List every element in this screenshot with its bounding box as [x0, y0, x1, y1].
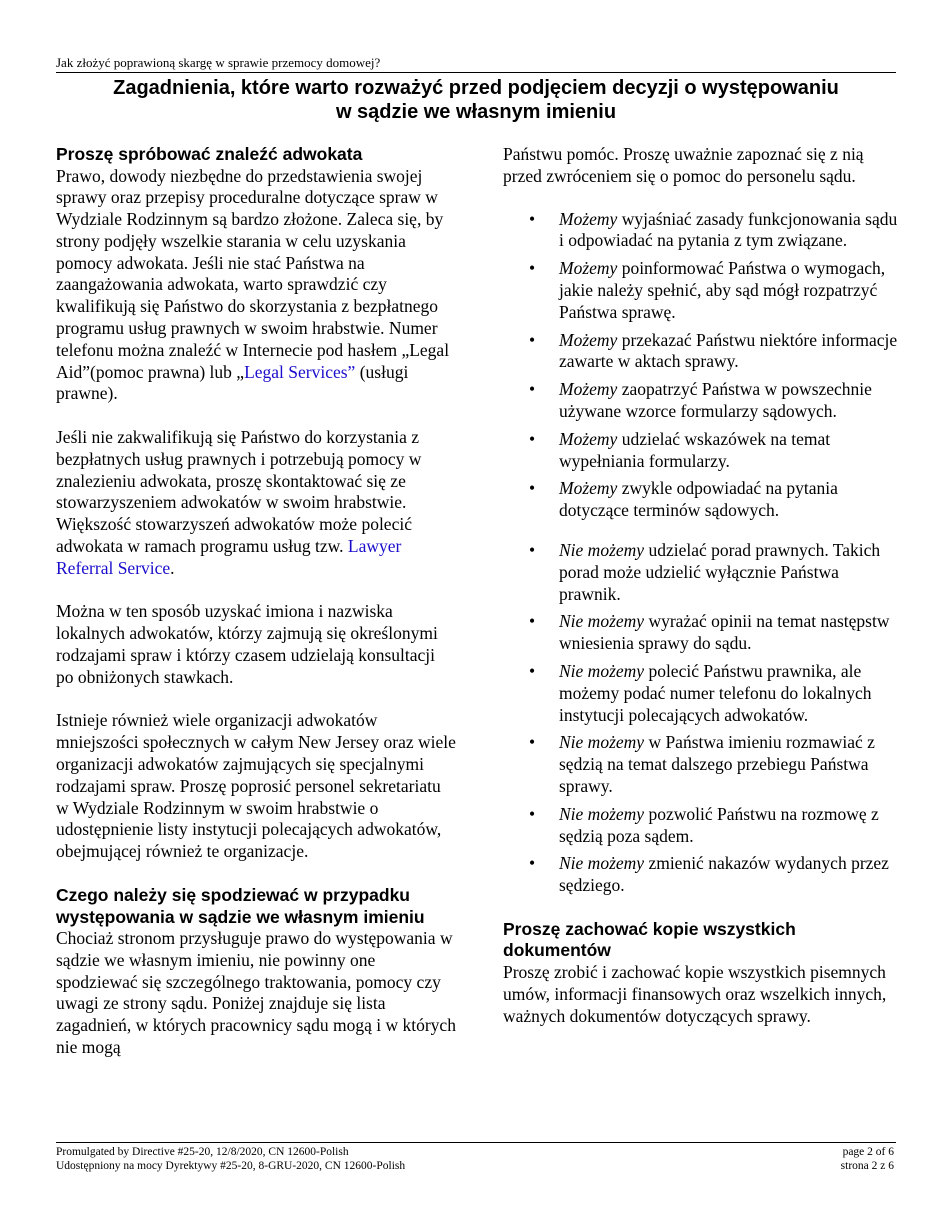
list-item-lead: Możemy	[559, 379, 618, 400]
list-item-lead: Możemy	[559, 258, 618, 279]
list-item	[529, 539, 898, 605]
lawyer-referral-link[interactable]: Lawyer Referral Service	[56, 536, 402, 578]
footer-directive-en: Promulgated by Directive #25-20, 12/8/2020, CN 12600-Polish	[56, 1146, 349, 1158]
list-item	[529, 611, 898, 655]
bullet-icon: •	[529, 428, 536, 449]
list-item-text: poinformować Państwa o wymogach, jakie należy spełnić, aby sąd mógł rozpatrzyć Państwa sprawę.	[559, 258, 886, 322]
footer-directive-pl: Udostępniony na mocy Dyrektywy #25-20, 8-GRU-2020, CN 12600-Polish	[56, 1159, 406, 1172]
paragraph-bar-association-tail: .	[170, 557, 175, 578]
can-list	[503, 209, 898, 522]
list-item-lead: Możemy	[559, 428, 618, 449]
paragraph-minority-organizations: Istnieje również wiele organizacji adwokatów mniejszości społecznych w całym New Jersey oraz wiele organizacji adwokatów zajmujących się specjalnymi rodzajami spraw. Proszę poprosić personel sekretariatu w Wydziale Rodzinnym w swoim hrabstwie o udostępnienie listy instytucji polecających adwokatów, obejmującej również te organizacje.	[56, 710, 456, 862]
bullet-icon: •	[529, 379, 536, 400]
bullet-icon: •	[529, 803, 536, 824]
paragraph-legal-aid-tail: (usługi prawne).	[56, 361, 409, 404]
footer-page-en: page 2 of 6	[842, 1146, 894, 1158]
right-column	[503, 144, 898, 1027]
page-title	[56, 76, 896, 124]
list-item	[529, 258, 898, 323]
bullet-icon: •	[529, 478, 536, 499]
paragraph-continued: Państwu pomóc. Proszę uważnie zapoznać się z nią przed zwróceniem się o pomoc do personelu sądu.	[503, 144, 864, 186]
bullet-icon: •	[529, 539, 536, 560]
footer-rule	[56, 1142, 896, 1143]
left-column	[56, 144, 456, 1059]
list-item-text: udzielać porad prawnych. Takich porad może udzielić wyłącznie Państwa prawnik.	[559, 539, 881, 604]
list-item-text: udzielać wskazówek na temat wypełniania formularzy.	[559, 428, 831, 471]
list-item-lead: Możemy	[559, 478, 618, 499]
list-item-lead: Możemy	[559, 329, 618, 350]
running-header: Jak złożyć poprawioną skargę w sprawie przemocy domowej?	[56, 55, 381, 70]
paragraph-bar-association	[56, 427, 456, 580]
paragraph-bar-association-text: Jeśli nie zakwalifikują się Państwo do korzystania z bezpłatnych usług prawnych i potrzebują pomocy w znalezieniu adwokata, proszę skontaktować się ze stowarzyszeniem adwokatów w swoim hrabstwie. Większość stowarzyszeń adwokatów może polecić adwokata w ramach programu usług tzw.	[56, 427, 422, 557]
list-item	[529, 379, 898, 423]
paragraph-local-lawyers: Można w ten sposób uzyskać imiona i nazwiska lokalnych adwokatów, którzy zajmują się określonymi rodzajami spraw i którzy czasem udzielają konsultacji po obniżonych stawkach.	[56, 601, 438, 687]
list-item-lead: Możemy	[559, 208, 618, 229]
cannot-list	[503, 540, 898, 897]
list-item-lead: Nie możemy	[559, 853, 645, 874]
list-item	[529, 428, 898, 473]
paragraph-keep-copies: Proszę zrobić i zachować kopie wszystkich pisemnych umów, informacji finansowych oraz wszelkich innych, ważnych dokumentów dotyczących sprawy.	[503, 961, 887, 1026]
list-item	[529, 478, 898, 522]
bullet-icon: •	[529, 611, 536, 632]
section-find-lawyer-heading: Proszę spróbować znaleźć adwokata	[56, 144, 363, 164]
bullet-icon: •	[529, 329, 536, 350]
section-keep-copies-heading: Proszę zachować kopie wszystkich dokumentów	[503, 918, 796, 961]
list-item-text: zaopatrzyć Państwa w powszechnie używane wzorce formularzy sądowych.	[559, 379, 872, 421]
list-item	[529, 803, 898, 848]
list-item-lead: Nie możemy	[559, 539, 645, 560]
paragraph-legal-aid-text: Prawo, dowody niezbędne do przedstawienia swojej sprawy oraz przepisy proceduralne dotyczące spraw w Wydziale Rodzinnym są bardzo złożone. Zaleca się, by strony podjęły wszelkie starania w celu uzyskania pomocy adwokata. Jeśli nie stać Państwa na zaangażowania adwokata, warto sprawdzić czy kwalifikują się Państwo do skorzystania z bezpłatnego programu usług prawnych w swoim hrabstwie. Numer telefonu można znaleźć w Internecie pod hasłem „Legal Aid”(pomoc prawna) lub „	[56, 165, 450, 382]
list-item-lead: Nie możemy	[559, 660, 645, 681]
list-item-text: przekazać Państwu niektóre informacje zawarte w aktach sprawy.	[559, 329, 898, 372]
list-item-lead: Nie możemy	[559, 803, 645, 824]
list-item	[529, 660, 898, 726]
list-item-text: polecić Państwu prawnika, ale możemy podać numer telefonu do lokalnych instytucji polecających adwokatów.	[559, 660, 872, 725]
bullet-icon: •	[529, 208, 536, 229]
header-rule	[56, 72, 896, 73]
footer-left	[56, 1146, 405, 1173]
list-item-lead: Nie możemy	[559, 611, 645, 632]
bullet-icon: •	[529, 258, 536, 279]
bullet-icon: •	[529, 660, 536, 681]
paragraph-legal-aid	[56, 166, 456, 406]
list-item	[529, 853, 898, 897]
paragraph-what-to-expect: Chociaż stronom przysługuje prawo do występowania w sądzie we własnym imieniu, nie powinny one spodziewać się szczególnego traktowania, pomocy czy uwagi ze strony sądu. Poniżej znajduje się lista zagadnień, w których pracownicy sądu mogą i w których nie mogą	[56, 928, 456, 1057]
list-item-text: wyjaśniać zasady funkcjonowania sądu i odpowiadać na pytania z tym związane.	[559, 208, 898, 251]
page-title-line2: w sądzie we własnym imieniu	[335, 101, 617, 123]
list-item-text: wyrażać opinii na temat następstw wniesienia sprawy do sądu.	[559, 611, 890, 654]
list-item	[529, 732, 898, 797]
list-item-text: zwykle odpowiadać na pytania dotyczące terminów sądowych.	[559, 478, 838, 521]
list-item-text: w Państwa imieniu rozmawiać z sędzią na temat dalszego przebiegu Państwa sprawy.	[559, 732, 875, 796]
footer-right	[841, 1146, 894, 1173]
list-item-lead: Nie możemy	[559, 732, 645, 753]
section-what-to-expect-heading: Czego należy się spodziewać w przypadku występowania w sądzie we własnym imieniu	[56, 885, 425, 927]
list-item	[529, 329, 898, 374]
list-item-text: pozwolić Państwu na rozmowę z sędzią poza sądem.	[559, 803, 879, 846]
footer-page-pl: strona 2 z 6	[840, 1159, 894, 1172]
list-item	[529, 208, 898, 253]
page-title-line1: Zagadnienia, które warto rozważyć przed podjęciem decyzji o występowaniu	[113, 77, 839, 99]
bullet-icon: •	[529, 853, 536, 874]
legal-services-link[interactable]: Legal Services”	[244, 361, 356, 382]
list-item-text: zmienić nakazów wydanych przez sędziego.	[559, 853, 889, 896]
bullet-icon: •	[529, 732, 536, 753]
